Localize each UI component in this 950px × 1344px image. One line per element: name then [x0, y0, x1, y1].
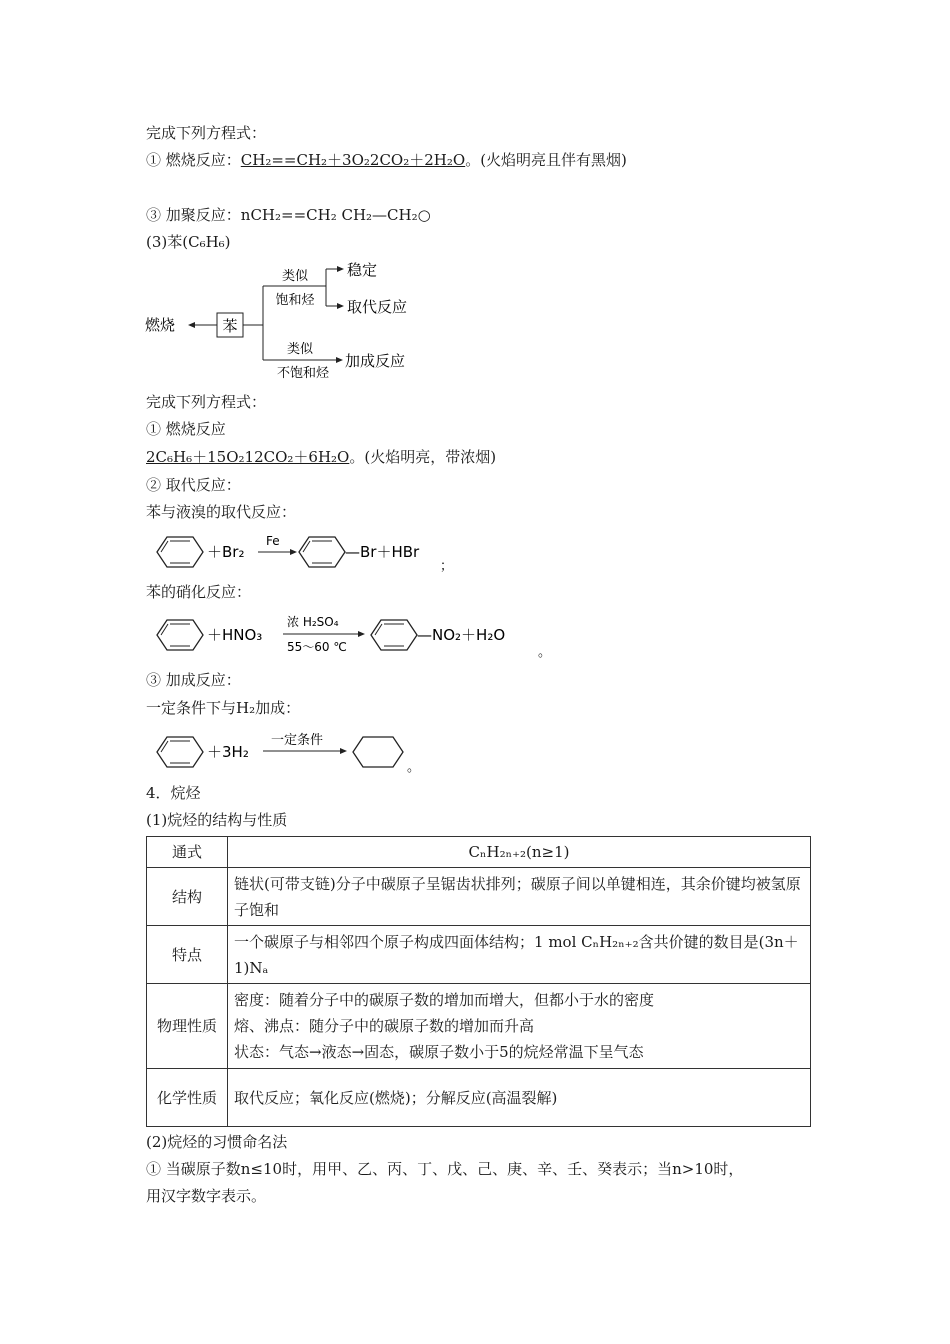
nitration-end: 。 [538, 645, 552, 660]
benzene-combustion-equation: 2C₆H₆＋15O₂12CO₂＋6H₂O [146, 448, 350, 466]
hydrogenation-condition: 一定条件 [271, 733, 324, 748]
upper-label2: 饱和烃 [275, 293, 315, 308]
item-note: 。(火焰明亮且伴有黑烟) [465, 151, 627, 169]
benzene-ring-icon [299, 537, 345, 567]
polymerization-equation: nCH₂==CH₂ CH₂—CH₂○ [240, 206, 431, 224]
bromination-catalyst: Fe [266, 534, 280, 548]
row-label: 特点 [147, 926, 228, 984]
upper-target1: 稳定 [347, 261, 378, 279]
bromination-heading: 苯与液溴的取代反应： [146, 503, 297, 521]
naming-rule-line1: ① 当碳原子数n≤10时，用甲、乙、丙、丁、戊、己、庚、辛、壬、癸表示；当n>10时， [146, 1160, 744, 1178]
lower-target: 加成反应 [345, 352, 406, 370]
nitration-reaction [143, 610, 573, 660]
item-label: ③ 加聚反应： [146, 206, 241, 224]
nitration-heading: 苯的硝化反应： [146, 583, 252, 601]
ethylene-combustion-equation: CH₂==CH₂＋3O₂2CO₂＋2H₂O [240, 151, 466, 169]
general-formula: CₙH₂ₙ₊₂(n≥1) [228, 837, 811, 868]
nitration-condition-top: 浓 H₂SO₄ [287, 615, 339, 629]
boiling-point-note: 熔、沸点：随分子中的碳原子数的增加而升高 [234, 1017, 535, 1035]
benzene-heading: (3)苯(C₆H₆) [146, 233, 231, 251]
substitution-label: ② 取代反应： [146, 476, 241, 494]
bromination-reaction [143, 530, 473, 574]
table-row [147, 926, 811, 984]
heading-complete-equations-2: 完成下列方程式： [146, 393, 267, 411]
nitration-product: —NO₂＋H₂O [417, 626, 506, 644]
row-label: 化学性质 [147, 1069, 228, 1127]
nitration-reagent: ＋HNO₃ [207, 626, 263, 644]
table-row [147, 984, 811, 1069]
heading-complete-equations-1: 完成下列方程式： [146, 124, 267, 142]
lower-label2: 不饱和烃 [276, 366, 330, 381]
bromination-product: —Br＋HBr [345, 543, 420, 561]
upper-target2: 取代反应 [347, 298, 408, 316]
row-label: 结构 [147, 868, 228, 926]
bromination-end: ； [440, 559, 454, 574]
feature-description: 一个碳原子与相邻四个原子构成四面体结构；1 mol CₙH₂ₙ₊₂含共价键的数目是(3n＋1)Nₐ [228, 926, 811, 984]
naming-rule-line2: 用汉字数字表示。 [146, 1187, 267, 1205]
benzene-ring-icon [157, 737, 203, 767]
benzene-combustion-line [146, 447, 496, 467]
lower-label1: 类似 [286, 342, 314, 357]
item-label: ① 燃烧反应： [146, 151, 241, 169]
hydrogenation-heading: 一定条件下与H₂加成： [146, 699, 301, 717]
row-label: 通式 [147, 837, 228, 868]
diagram-left: 燃烧 [145, 316, 176, 334]
physical-properties [228, 984, 811, 1069]
alkane-structure-heading: (1)烷烃的结构与性质 [146, 811, 288, 829]
bromination-reagent: ＋Br₂ [207, 543, 245, 561]
arrow-head [337, 266, 344, 272]
nitration-condition-bottom: 55～60 ℃ [287, 640, 347, 654]
cyclohexane-ring-icon [353, 737, 403, 767]
arrow-head [188, 322, 195, 328]
table-row [147, 837, 811, 868]
ethylene-polymerization-line [146, 205, 431, 225]
upper-label1: 类似 [281, 269, 309, 284]
arrow-head [290, 549, 297, 555]
density-note: 密度：随着分子中的碳原子数的增加而增大，但都小于水的密度 [234, 991, 655, 1009]
row-label: 物理性质 [147, 984, 228, 1069]
naming-heading: (2)烷烃的习惯命名法 [146, 1133, 288, 1151]
structure-description: 链状(可带支链)分子中碳原子呈锯齿状排列；碳原子间以单键相连，其余价键均被氢原子饱和 [228, 868, 811, 926]
chemical-properties: 取代反应；氧化反应(燃烧)；分解反应(高温裂解) [228, 1069, 811, 1127]
state-note: 状态：气态→液态→固态，碳原子数小于5的烷烃常温下呈气态 [234, 1043, 644, 1061]
item-note: 。(火焰明亮，带浓烟) [349, 448, 497, 466]
benzene-ring-icon [371, 620, 417, 650]
hydrogenation-end: 。 [407, 760, 421, 775]
addition-label: ③ 加成反应： [146, 671, 241, 689]
hydrogenation-reagent: ＋3H₂ [207, 743, 249, 761]
alkane-heading: 4．烷烃 [146, 784, 201, 802]
benzene-ring-icon [157, 537, 203, 567]
alkane-properties-table [146, 836, 811, 1127]
ethylene-combustion-line [146, 150, 627, 170]
arrow-head [358, 631, 365, 637]
hydrogenation-reaction [143, 727, 433, 777]
benzene-combustion-label: ① 燃烧反应 [146, 420, 226, 438]
diagram-center: 苯 [222, 317, 238, 335]
benzene-ring-icon [157, 620, 203, 650]
arrow-head [337, 303, 344, 309]
benzene-property-diagram [140, 256, 440, 386]
table-row [147, 868, 811, 926]
table-row [147, 1069, 811, 1127]
arrow-head [340, 748, 347, 754]
arrow-head [336, 357, 343, 363]
